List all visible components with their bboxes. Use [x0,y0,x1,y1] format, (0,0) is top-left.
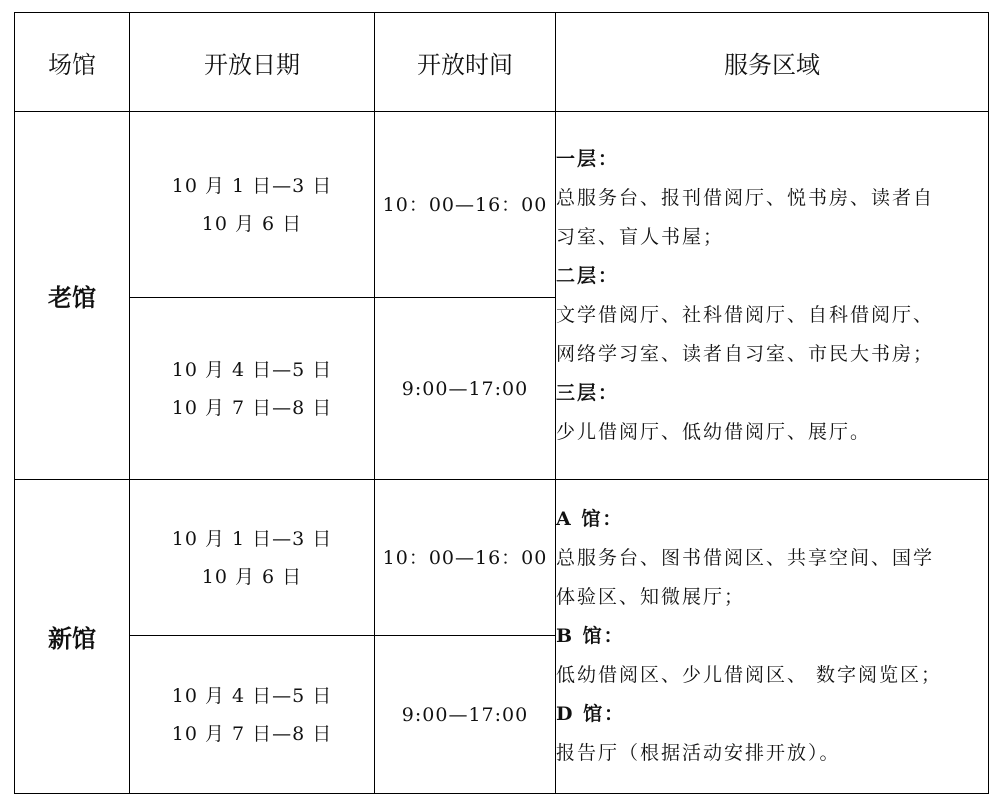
table-row [15,480,989,636]
date-line: 10 月 1 日—3 日 [171,527,333,550]
area-title: 一层： [556,147,620,170]
area-line: 低幼借阅区、少儿借阅区、 数字阅览区； [556,664,943,686]
date-line: 10 月 1 日—3 日 [171,174,333,197]
date-line: 10 月 6 日 [201,565,303,588]
open-dates [130,298,375,480]
area-line: 体验区、知微展厅； [556,586,746,608]
date-line: 10 月 4 日—5 日 [171,684,333,707]
open-dates [130,636,375,794]
open-dates [130,480,375,636]
header-time: 开放时间 [375,13,556,112]
schedule-table [14,12,989,794]
area-title: A 馆： [556,508,624,530]
area-title: 三层： [556,381,620,404]
venue-name: 老馆 [15,112,130,480]
header-venue: 场馆 [15,13,130,112]
open-time: 9:00—17:00 [375,636,556,794]
area-line: 习室、盲人书屋； [556,225,725,248]
date-line: 10 月 6 日 [201,212,303,235]
area-line: 总服务台、图书借阅区、共享空间、国学 [556,547,935,569]
service-areas [556,480,989,794]
area-line: 总服务台、报刊借阅厅、悦书房、读者自 [556,186,935,209]
open-time: 10：00—16：00 [375,112,556,298]
area-title: 二层： [556,264,620,287]
service-areas [556,112,989,480]
open-time: 10：00—16：00 [375,480,556,636]
header-row [15,13,989,112]
open-time: 9:00—17:00 [375,298,556,480]
area-line: 网络学习室、读者自习室、市民大书房； [556,342,935,365]
venue-name: 新馆 [15,480,130,794]
open-dates [130,112,375,298]
table-row [15,112,989,298]
area-line: 报告厅（根据活动安排开放）。 [556,742,841,764]
area-line: 文学借阅厅、社科借阅厅、自科借阅厅、 [556,303,935,326]
date-line: 10 月 4 日—5 日 [171,358,333,381]
area-title: D 馆： [556,703,626,725]
area-line: 少儿借阅厅、低幼借阅厅、展厅。 [556,420,872,443]
area-title: B 馆： [556,625,625,647]
header-areas: 服务区域 [556,13,989,112]
header-dates: 开放日期 [130,13,375,112]
date-line: 10 月 7 日—8 日 [171,722,333,745]
date-line: 10 月 7 日—8 日 [171,396,333,419]
